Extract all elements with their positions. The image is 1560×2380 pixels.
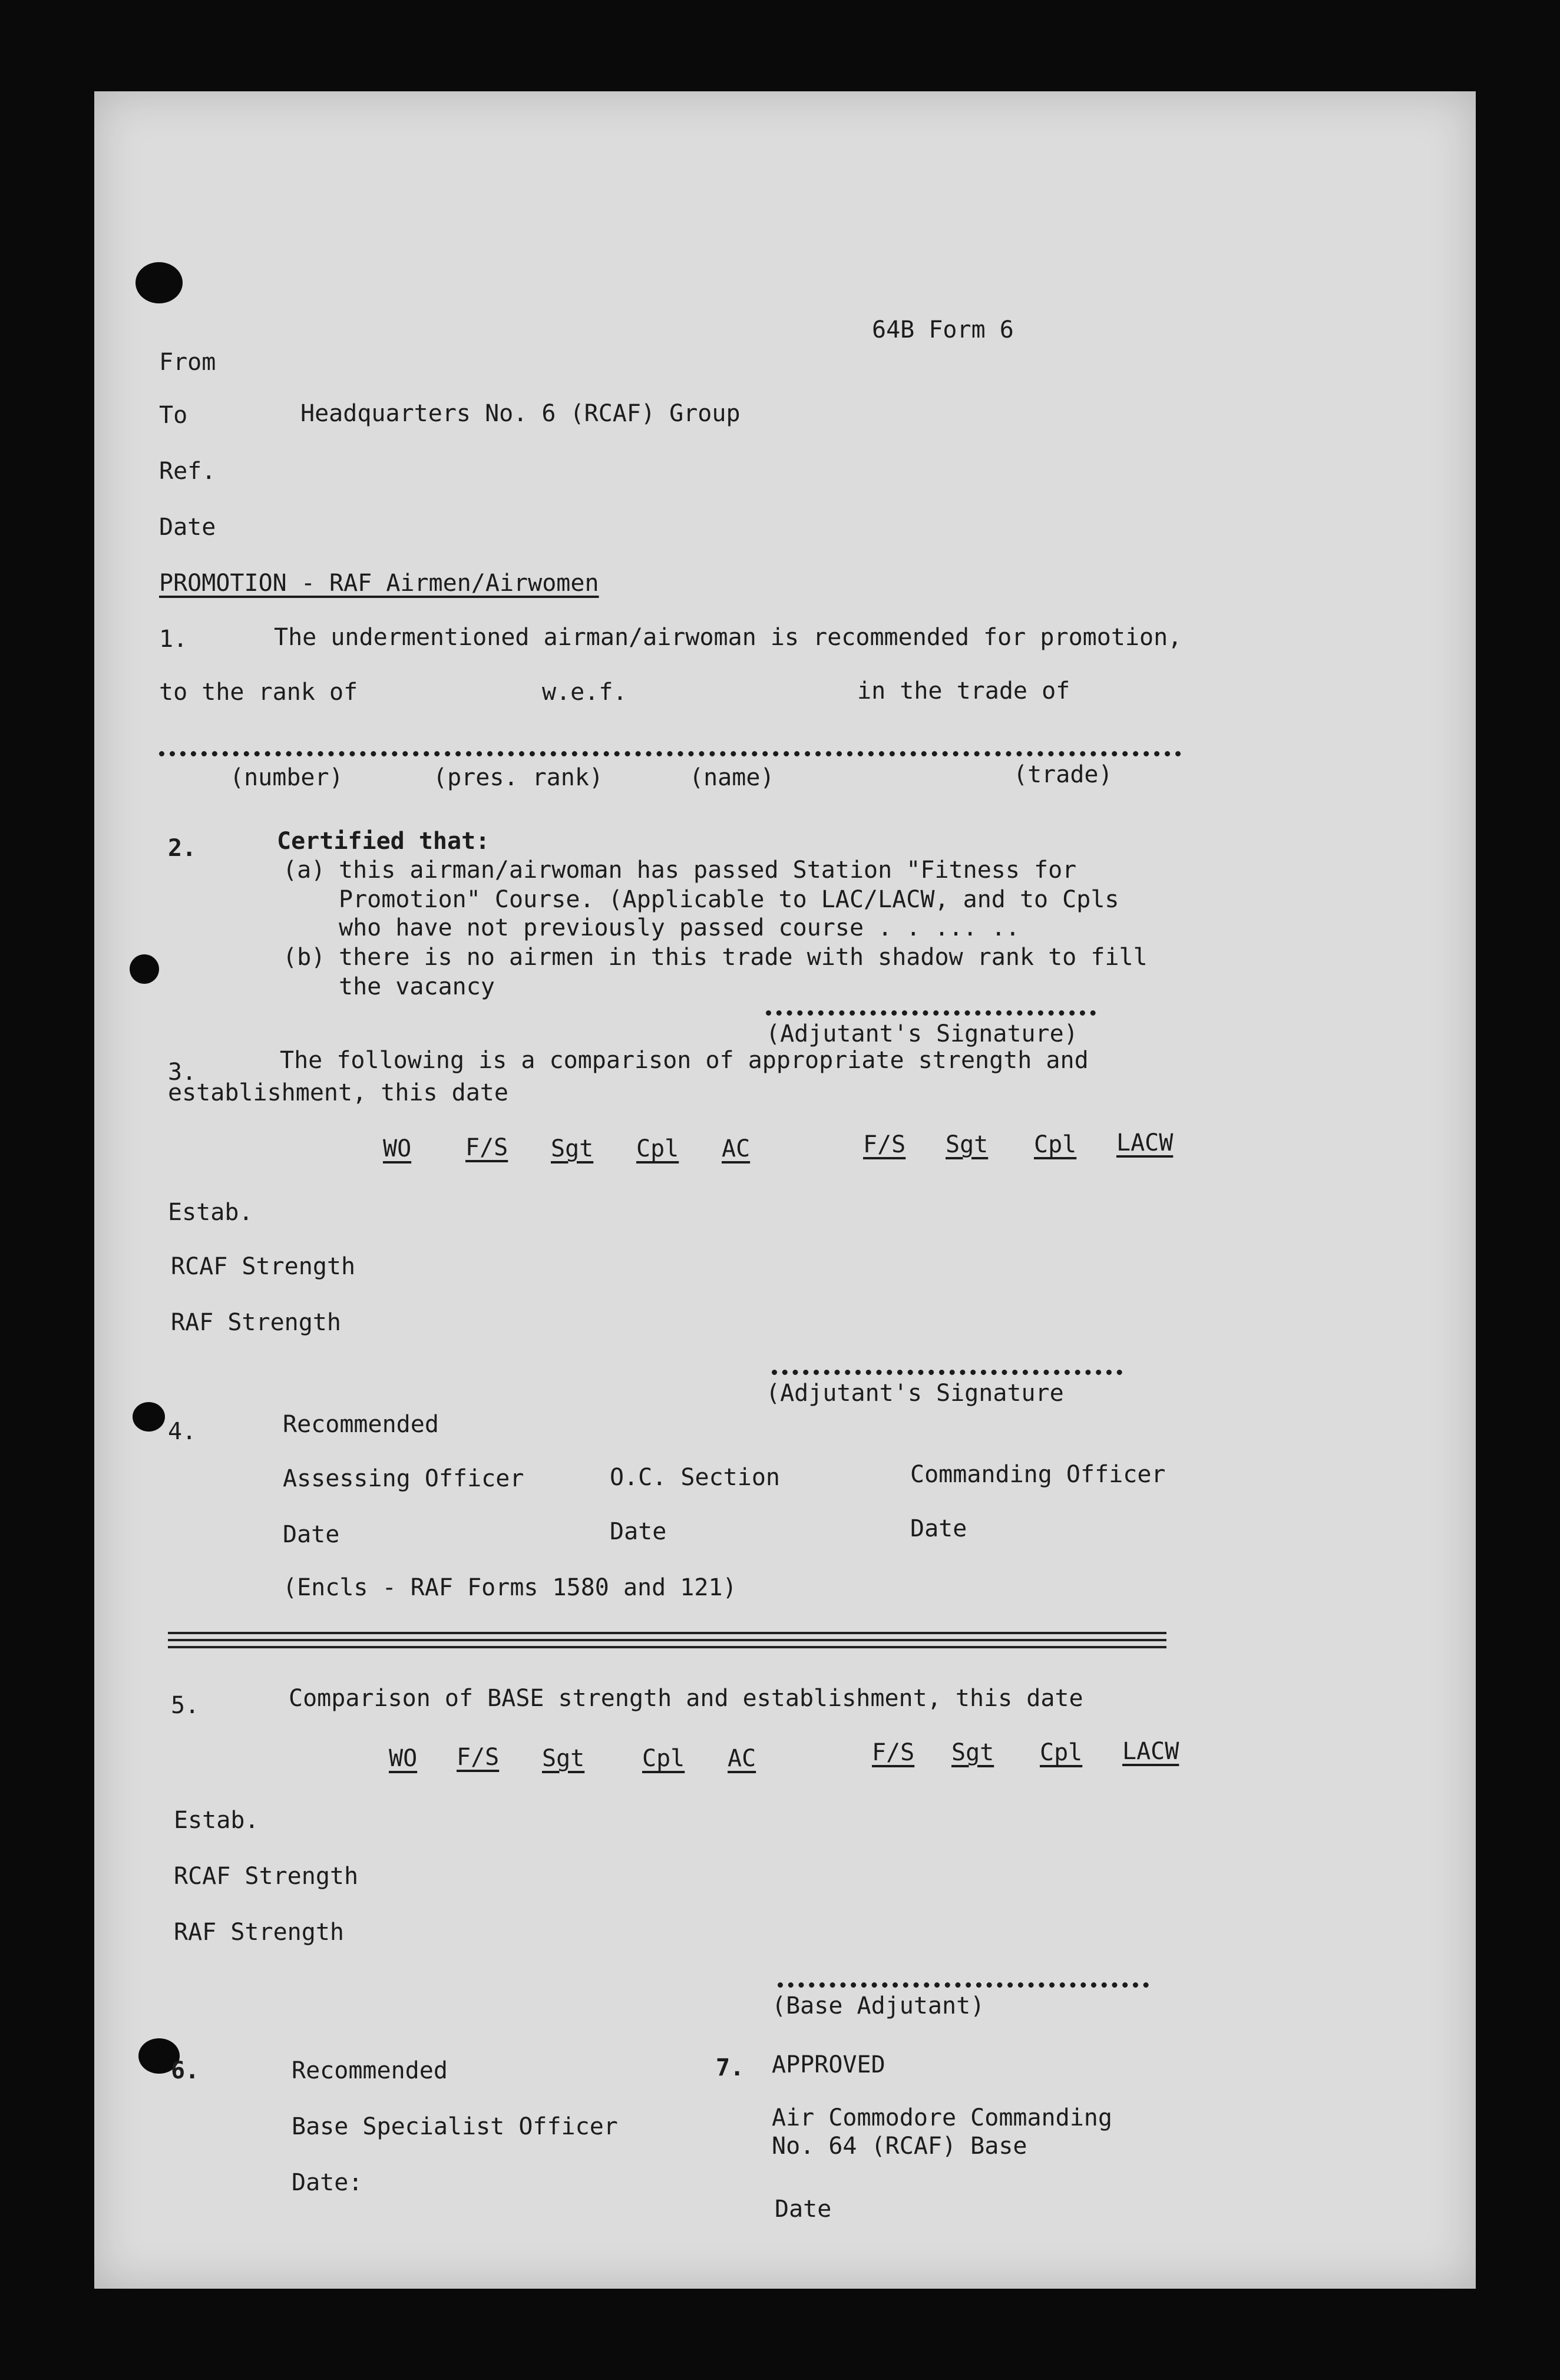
s1-number: 1.: [159, 626, 188, 653]
s3-rank-sgt: Sgt: [551, 1135, 594, 1162]
s3-rank-fs-right: F/S: [863, 1131, 906, 1158]
s2-b-marker: (b): [283, 944, 326, 971]
s3-row-rcaf: RCAF Strength: [171, 1253, 356, 1280]
s1-dotted-line: [159, 751, 1181, 756]
s3-rank-fs: F/S: [465, 1134, 508, 1161]
s2-signature-line: [766, 1010, 1096, 1016]
s5-rank-wo: WO: [389, 1745, 418, 1772]
s1-wef: w.e.f.: [542, 679, 627, 706]
s1-label-pres-rank: (pres. rank): [433, 764, 603, 791]
s2-signature: (Adjutant's Signature): [766, 1020, 1078, 1047]
s2-a-marker: (a): [283, 857, 326, 884]
s2-a-line3: who have not previously passed course . . ... ..: [339, 914, 1020, 941]
s3-line1: The following is a comparison of appropriate strength and: [280, 1047, 1089, 1074]
s4-encls: (Encls - RAF Forms 1580 and 121): [283, 1574, 737, 1601]
s3-rank-sgt-right: Sgt: [946, 1131, 989, 1158]
s4-assessing-officer: Assessing Officer: [283, 1465, 524, 1492]
s2-b-line1: there is no airmen in this trade with shadow rank to fill: [339, 944, 1148, 971]
s1-to-rank: to the rank of: [159, 679, 358, 706]
s2-number: 2.: [168, 835, 197, 862]
s5-rank-fs-right: F/S: [872, 1739, 915, 1766]
s4-oc-section: O.C. Section: [610, 1464, 780, 1491]
s5-rank-cpl-right: Cpl: [1040, 1739, 1083, 1766]
section-divider: [168, 1639, 1166, 1641]
s4-date-3: Date: [910, 1515, 967, 1542]
s7-date: Date: [775, 2196, 832, 2223]
s5-rank-fs: F/S: [457, 1744, 500, 1771]
s5-signature-line: [778, 1982, 1149, 1988]
s3-row-raf: RAF Strength: [171, 1309, 341, 1336]
s1-label-number: (number): [230, 764, 343, 791]
s4-recommended: Recommended: [283, 1411, 439, 1438]
s4-number: 4.: [168, 1418, 197, 1445]
s5-rank-ac: AC: [728, 1745, 756, 1772]
s5-rank-sgt: Sgt: [542, 1745, 585, 1772]
s7-number: 7.: [716, 2054, 745, 2081]
s5-signature: (Base Adjutant): [772, 1992, 985, 2019]
s6-officer: Base Specialist Officer: [292, 2113, 618, 2140]
s6-number: 6.: [171, 2057, 200, 2084]
to-label: To: [159, 402, 188, 429]
s7-approved: APPROVED: [772, 2051, 885, 2078]
s6-date: Date:: [292, 2169, 363, 2196]
s5-row-estab: Estab.: [174, 1807, 259, 1834]
s1-in-trade: in the trade of: [857, 677, 1070, 705]
s5-rank-cpl: Cpl: [642, 1745, 685, 1772]
s5-text: Comparison of BASE strength and establishment, this date: [289, 1685, 1083, 1712]
s3-rank-cpl-right: Cpl: [1034, 1131, 1077, 1158]
s1-label-name: (name): [689, 764, 775, 791]
s7-line1: Air Commodore Commanding: [772, 2104, 1112, 2131]
s1-label-trade: (trade): [1013, 761, 1113, 788]
s5-rank-lacw-right: LACW: [1122, 1738, 1179, 1765]
s1-text: The undermentioned airman/airwoman is recommended for promotion,: [274, 624, 1182, 651]
s5-number: 5.: [171, 1692, 200, 1719]
s5-row-raf: RAF Strength: [174, 1919, 344, 1946]
s3-signature: (Adjutant's Signature: [766, 1380, 1064, 1407]
s5-row-rcaf: RCAF Strength: [174, 1863, 359, 1890]
ink-blot: [130, 954, 159, 984]
document-page: [94, 91, 1476, 2289]
ref-label: Ref.: [159, 458, 216, 485]
section-divider: [168, 1632, 1166, 1634]
s4-date-2: Date: [610, 1518, 667, 1545]
s7-line2: No. 64 (RCAF) Base: [772, 2133, 1027, 2160]
form-id: 64B Form 6: [872, 316, 1014, 343]
date-label: Date: [159, 514, 216, 541]
s2-b-line2: the vacancy: [339, 973, 495, 1000]
s2-certified: Certified that:: [277, 828, 490, 855]
s6-recommended: Recommended: [292, 2057, 448, 2084]
s4-date-1: Date: [283, 1521, 340, 1548]
s3-line2: establishment, this date: [168, 1079, 508, 1106]
form-title: PROMOTION - RAF Airmen/Airwomen: [159, 570, 599, 597]
from-label: From: [159, 349, 216, 376]
ink-blot: [135, 262, 183, 303]
s2-a-line2: Promotion" Course. (Applicable to LAC/LACW, and to Cpls: [339, 886, 1119, 913]
to-value: Headquarters No. 6 (RCAF) Group: [300, 400, 741, 427]
s5-rank-sgt-right: Sgt: [951, 1739, 994, 1766]
section-divider: [168, 1646, 1166, 1648]
ink-blot: [133, 1402, 165, 1432]
s3-row-estab: Estab.: [168, 1199, 253, 1226]
s3-signature-line: [772, 1370, 1122, 1375]
s3-rank-cpl: Cpl: [636, 1135, 679, 1162]
s3-rank-wo: WO: [383, 1135, 412, 1162]
s2-a-line1: this airman/airwoman has passed Station "Fitness for: [339, 857, 1077, 884]
s4-commanding-officer: Commanding Officer: [910, 1461, 1166, 1488]
s3-number: 3.: [168, 1059, 197, 1086]
s3-rank-lacw-right: LACW: [1116, 1129, 1174, 1156]
s3-rank-ac: AC: [722, 1135, 751, 1162]
